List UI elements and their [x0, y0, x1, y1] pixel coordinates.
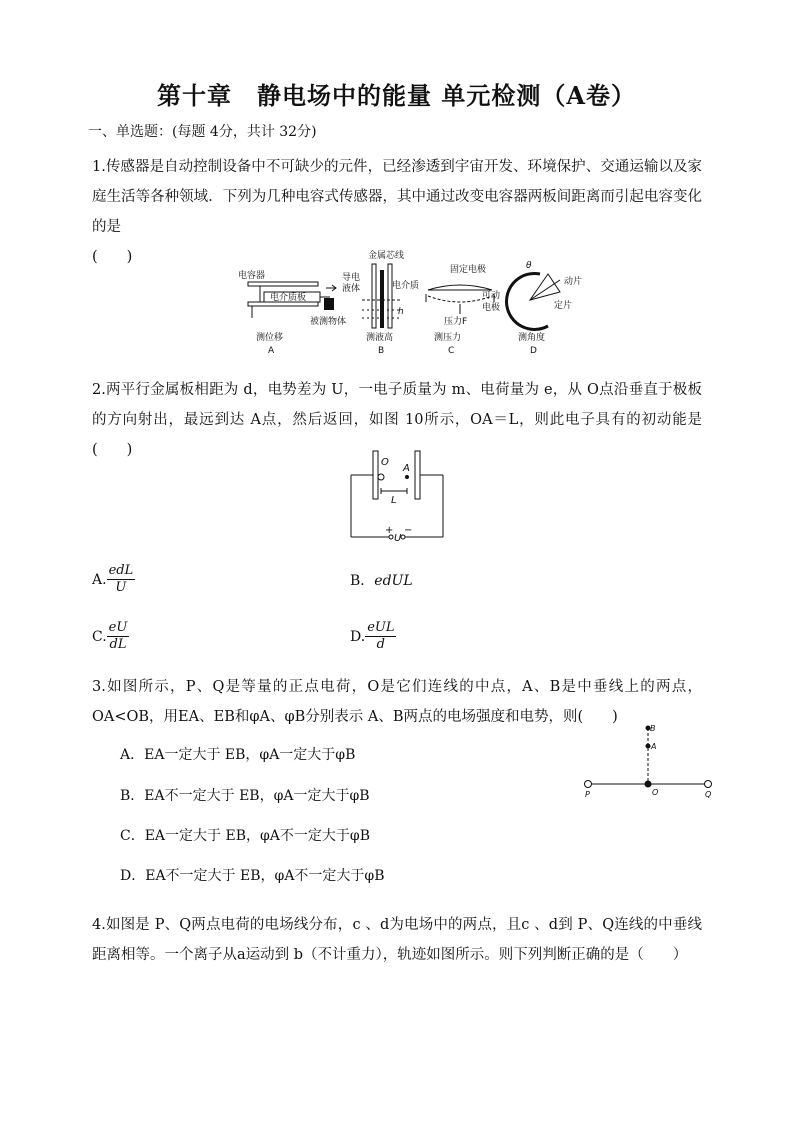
q2-fig-label-o: O [381, 457, 389, 468]
q2-fig-label-plus: + [385, 525, 394, 536]
q2-fig-label-a: A [403, 463, 410, 474]
fig-c-label-movable: 可动 [482, 291, 501, 301]
fig-d-label-fixed: 定片 [554, 301, 573, 311]
q3-fig-label-o: O [652, 788, 659, 797]
fig-c-label-force: 压力F [444, 317, 468, 327]
fig-b-caption: 测液高 [366, 333, 394, 343]
q2-fig-label-u: U [394, 533, 402, 544]
q3-fig-label-p: P [585, 790, 590, 799]
page-title: 第十章 静电场中的能量 单元检测（A卷） [157, 81, 636, 110]
figure-b [342, 249, 419, 356]
figure-c [426, 263, 500, 356]
q2-plates-figure [345, 445, 450, 545]
fig-c-letter: C [448, 346, 455, 356]
q2-option-c[interactable]: C. $\frac{eU}{dL}$ [92, 620, 128, 652]
fig-d-letter: D [530, 346, 537, 356]
fig-d-label-theta: θ [526, 261, 532, 271]
q2-fig-label-minus: − [404, 525, 413, 536]
fig-b-label-core: 金属芯线 [368, 251, 405, 261]
question-1-text: 1.传感器是自动控制设备中不可缺少的元件，已经渗透到宇宙开发、环境保护、交通运输以及家庭生活等各种领域．下列为几种电容式传感器，其中通过改变电容器两板间距离而引起电容变化的是 [92, 159, 702, 235]
fig-b-label-h: h [398, 307, 404, 317]
q2-option-d[interactable]: D. $\frac{\text{eUL}}{d}$ [350, 620, 395, 652]
fig-b-label-conductive: 导电 [342, 273, 361, 283]
figure-d [507, 261, 582, 356]
question-4-text: 4.如图是 P、Q两点电荷的电场线分布，c 、d为电场中的两点，且c 、d到 P、Q连线的中垂线距离相等。一个离子从a运动到 b（不计重力），轨迹如图所示。则下列判断正确的是（ ） [92, 917, 702, 963]
q3-fig-label-q: Q [705, 790, 712, 799]
q3-fig-label-b: B [650, 724, 656, 733]
fig-b-label-dielectric: 电介质 [392, 281, 420, 291]
fig-c-caption: 测压力 [434, 333, 462, 343]
question-1-blank: ( ) [92, 249, 133, 265]
fig-c-label-electrode: 电极 [482, 303, 501, 313]
question-3-text: 3.如图所示，P、Q是等量的正点电荷，O是它们连线的中点，A、B是中垂线上的两点，OA<OB，用EA、EB和φA、φB分别表示 A、B两点的电场强度和电势，则( ) [92, 679, 702, 725]
fig-a-label-capacitor: 电容器 [238, 271, 266, 281]
q3-fig-label-a: A [651, 742, 657, 751]
question-4 [92, 910, 702, 970]
q2-option-b[interactable]: B．edUL [350, 573, 413, 589]
q1-sensor-figure [230, 240, 590, 360]
section-heading: 一、单选题：(每题 4分，共计 32分) [88, 124, 317, 140]
q2-option-a[interactable]: A. $\frac{\text{edL}}{U}$ [92, 563, 134, 595]
q2-fig-label-l: L [391, 495, 397, 506]
q3-option-d[interactable]: D．EA不一定大于 EB，φA不一定大于φB [120, 868, 385, 884]
q3-option-c[interactable]: C．EA一定大于 EB，φA不一定大于φB [120, 828, 371, 844]
fig-a-caption: 测位移 [256, 333, 284, 343]
fig-a-label-dielectric: 电介质板 [270, 293, 307, 303]
fig-a-label-object: 被测物体 [310, 317, 347, 327]
question-2-text: 2.两平行金属板相距为 d，电势差为 U，一电子质量为 m、电荷量为 e，从 O点沿垂直于极板的方向射出，最远到达 A点，然后返回，如图 10所示，OA＝L，则此电子具有的初动能是( ) [92, 382, 702, 458]
fig-d-caption: 测角度 [518, 333, 546, 343]
fig-b-label-liquid: 液体 [342, 284, 361, 294]
fig-d-label-moving: 动片 [564, 277, 583, 287]
q3-charges-figure [578, 718, 723, 800]
figure-a [238, 269, 346, 356]
fig-b-letter: B [378, 346, 385, 356]
fig-c-label-fixed: 固定电极 [450, 265, 487, 275]
q3-option-a[interactable]: A．EA一定大于 EB，φA一定大于φB [120, 747, 356, 763]
q3-option-b[interactable]: B．EA不一定大于 EB，φA一定大于φB [120, 788, 370, 804]
fig-a-letter: A [268, 346, 275, 356]
